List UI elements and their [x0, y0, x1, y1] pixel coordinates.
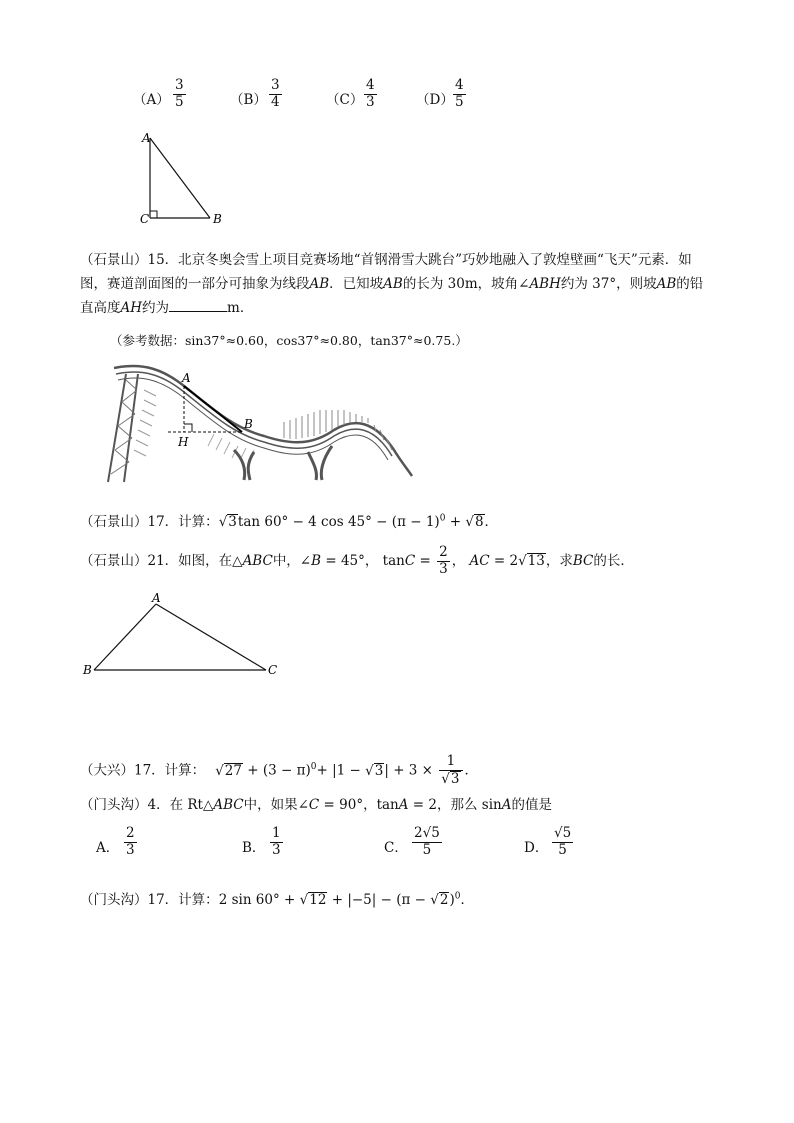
q4-option-c-label: C．	[384, 840, 408, 856]
question-17-mentougou: （门头沟）17．计算：2 sin 60° + √ 12 + |−5| − (π − √ 2)$^0$．	[80, 888, 474, 908]
q15-line2: 图，赛道剖面图的一部分可抽象为线段AB．已知坡AB的长为 30m，坡角∠ABH约为 37°，则坡AB的铅	[80, 276, 704, 292]
vertex-label-c: C	[268, 663, 278, 677]
option-a-label: （A）	[133, 92, 170, 108]
q4-option-d-fraction: $\frac{√5}{5}$	[554, 825, 572, 858]
q15-line1: （石景山）15．北京冬奥会雪上项目竞赛场地“首钢滑雪大跳台”巧妙地融入了敦煌壁画“飞天”元素．如	[80, 252, 692, 268]
q4-option-b-label: B．	[242, 840, 266, 856]
question-17-daxing: （大兴）17．计算：√ $27 + (3 - \pi)^0+ |1$ − √ 3| + 3 × 1 √ 3 ．	[80, 750, 478, 788]
q4-options-row	[96, 824, 596, 866]
vertex-label-b: B	[213, 212, 222, 226]
sqrt-sign	[300, 892, 309, 908]
ski-jump-figure	[104, 360, 416, 486]
sqrt-sign	[365, 763, 374, 779]
tan-c-fraction: $\frac{2}{3}$	[439, 544, 448, 577]
sqrt-sign	[430, 892, 439, 908]
vertex-label-a: A	[142, 131, 151, 145]
question-17-shijingshan: （石景山）17．计算：√ 3tan 60° − 4 $\cos 45^\circ - (\pi - 1)^0$ + √ 8．	[80, 510, 498, 530]
point-label-b: B	[244, 417, 253, 431]
q4-option-b-fraction: $\frac{1}{3}$	[272, 825, 281, 858]
point-label-h: H	[178, 435, 189, 449]
answer-blank[interactable]	[169, 297, 227, 312]
vertex-label-b: B	[83, 663, 92, 677]
q15-line3: 直高度AH约为 m．	[80, 296, 730, 320]
triangle-abc-figure	[80, 588, 290, 684]
q4-option-c-fraction: $\frac{2√5}{5}$	[414, 825, 440, 858]
option-b-fraction: $\frac{3}{4}$	[271, 77, 280, 110]
question-4-mentougou: （门头沟）4．在 Rt△ABC中，如果∠C = 90°，tanA = 2，那么 sinA的值是	[80, 797, 552, 813]
option-a-fraction: $\frac{3}{5}$	[175, 77, 184, 110]
one-over-sqrt3-fraction: 1 √ 3	[439, 754, 462, 787]
sqrt-sign	[465, 514, 474, 530]
q4-option-a-label: A．	[96, 840, 120, 856]
right-triangle-figure	[130, 128, 230, 228]
options-row-top	[133, 78, 493, 118]
sqrt-sign	[215, 763, 224, 779]
q4-option-a-fraction: $\frac{2}{3}$	[126, 825, 135, 858]
sqrt-sign	[518, 553, 527, 569]
option-d-label: （D）	[416, 92, 454, 108]
option-c-label: （C）	[326, 92, 364, 108]
q4-option-d-label: D．	[524, 840, 549, 856]
question-15	[80, 248, 730, 320]
question-21: （石景山）21．如图，在△ABC中，∠B = 45°， tanC = $\frac{2}{3}$ ， AC = 2√ 13，求BC的长．	[80, 544, 634, 578]
q15-reference-data: （参考数据：sin37°≈0.60，cos37°≈0.80，tan37°≈0.75.）	[110, 333, 468, 348]
vertex-label-c: C	[140, 212, 150, 226]
vertex-label-a: A	[152, 591, 161, 605]
option-d-fraction: $\frac{4}{5}$	[455, 77, 464, 110]
point-label-a: A	[182, 371, 191, 385]
option-c-fraction: $\frac{4}{3}$	[366, 77, 375, 110]
sqrt-sign	[219, 514, 228, 530]
option-b-label: （B）	[230, 92, 267, 108]
